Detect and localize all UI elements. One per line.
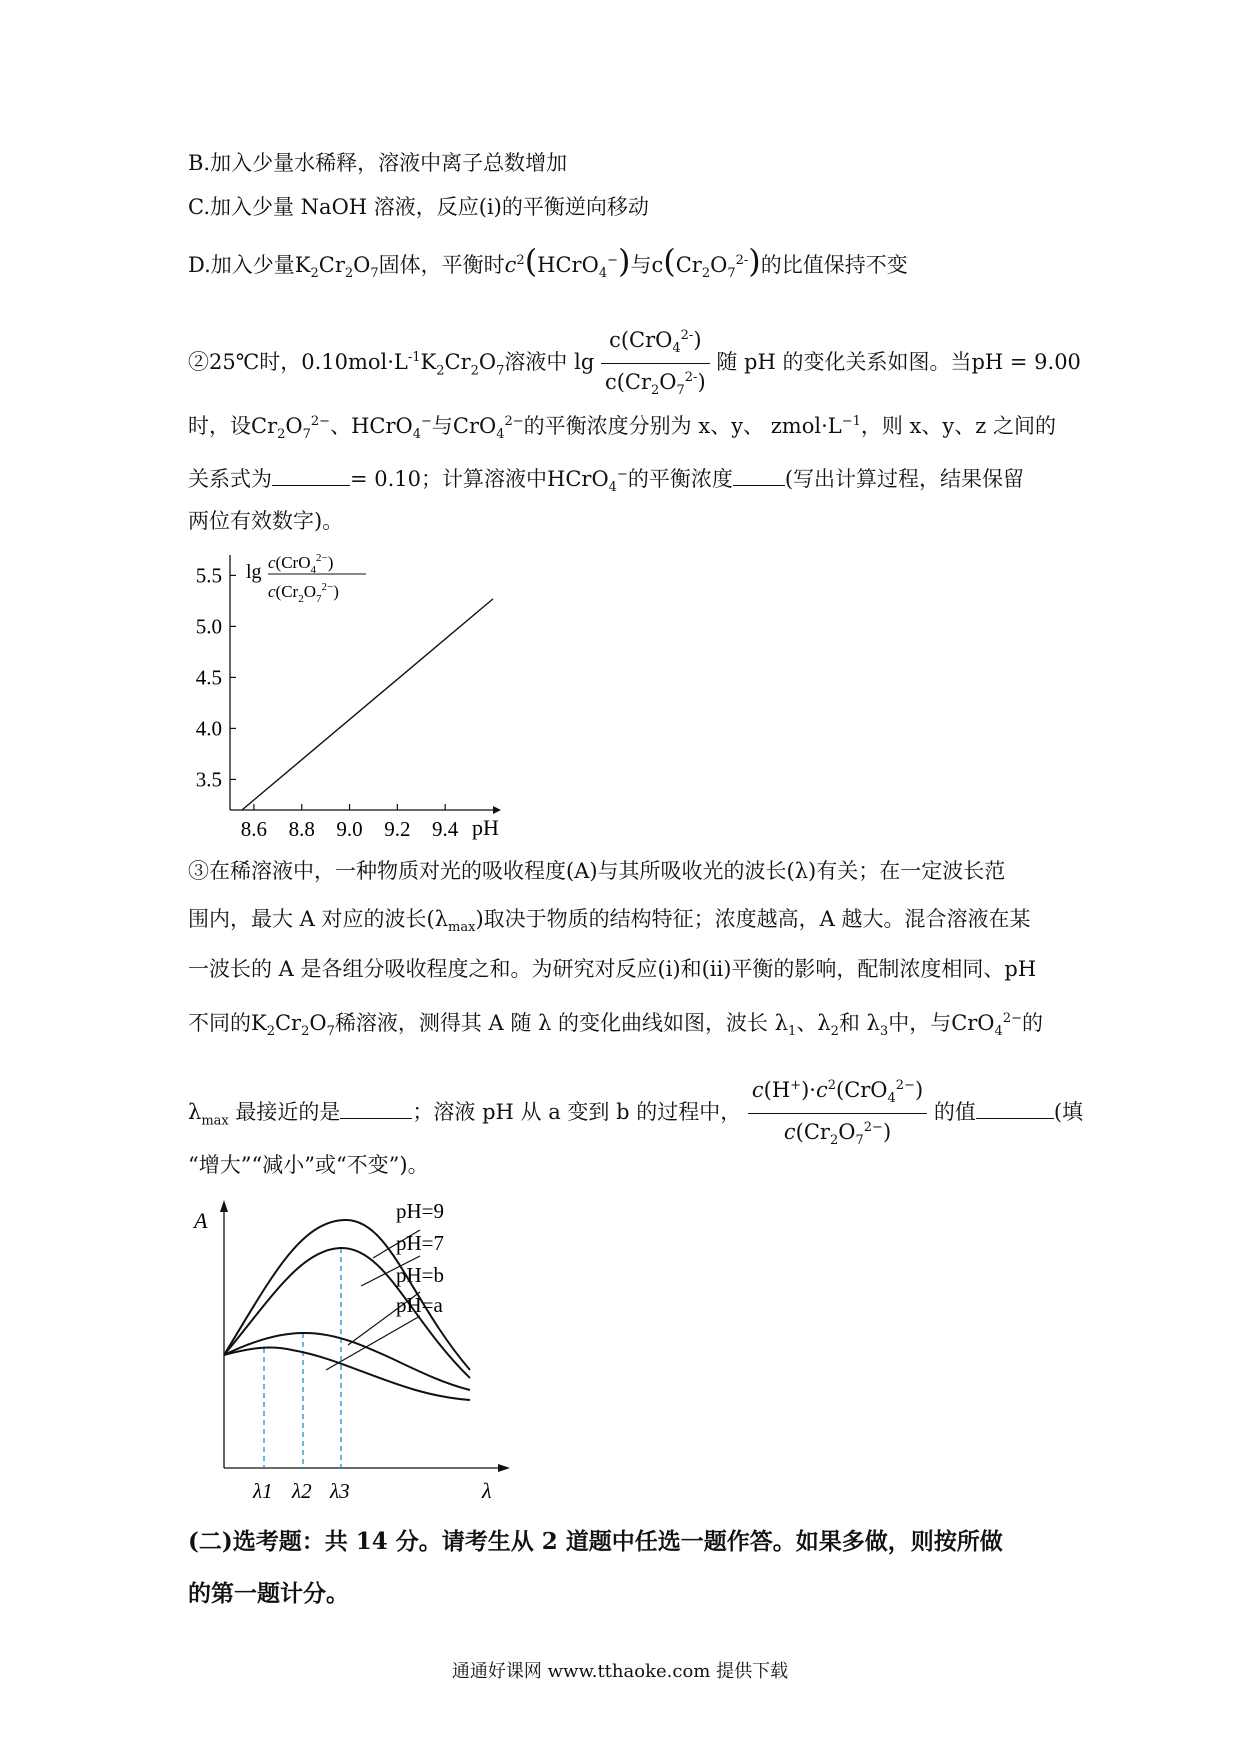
answer-blank-1[interactable] xyxy=(272,484,350,486)
y-axis-label-lg: lg xyxy=(246,561,262,583)
q3-line2: 围内，最大 A 对应的波长$(\lambda_{max})$取决于物质的结构特征；浓度越高，A 越大。混合溶液在某 xyxy=(188,907,1031,936)
x-axis-arrow xyxy=(498,1464,510,1472)
q2-line4: 两位有效数字)。 xyxy=(188,509,344,533)
x-axis-label: λ xyxy=(482,1478,492,1503)
ph-ratio-chart xyxy=(170,540,530,845)
y-axis-arrow xyxy=(220,1200,228,1212)
x-tick-label: 9.0 xyxy=(336,817,363,841)
q2-line2: 时，设$Cr_2O_7^{2-}$、HCrO$_4$−与CrO$_4^{2-}$的平衡浓度分别为 x、y、 $zmol\cdot L^{-1}$，则 x、y、z 之间的 xyxy=(188,414,1056,443)
answer-blank-2[interactable] xyxy=(733,484,785,486)
leader-pha xyxy=(326,1316,420,1370)
x-tick-label: 9.4 xyxy=(432,817,459,841)
x-tick-lambda3: λ3 xyxy=(330,1479,350,1503)
legend-ph9: pH=9 xyxy=(396,1199,445,1223)
x-tick-label: 8.6 xyxy=(240,817,268,841)
q3-line3: 一波长的 A 是各组分吸收程度之和。为研究对反应(i)和(ii)平衡的影响，配制浓度相同、pH xyxy=(188,957,1037,981)
y-tick-label: 4.0 xyxy=(195,716,222,741)
series-line xyxy=(242,599,493,810)
page-footer: 通通好课网 www.tthaoke.com 提供下载 xyxy=(451,1661,789,1682)
x-axis-label: pH xyxy=(472,815,499,840)
y-tick-label: 5.5 xyxy=(195,563,222,588)
option-b: B.加入少量水稀释，溶液中离子总数增加 xyxy=(188,151,568,175)
q3-line1: ③在稀溶液中，一种物质对光的吸收程度(A)与其所吸收光的波长(λ)有关；在一定波长范 xyxy=(188,859,1006,883)
y-axis-label: A xyxy=(194,1208,208,1233)
y-axis-label-numerator: c(CrO$_4^{2-}$) xyxy=(268,552,334,576)
absorbance-chart xyxy=(180,1190,520,1510)
ratio-fraction: $\frac{c(CrO_4^{2-})}{c(Cr_2O_7^{2-})}$ xyxy=(601,322,710,405)
x-axis-arrow xyxy=(493,806,501,814)
legend-phb: pH=b xyxy=(396,1263,445,1287)
option-d: D.加入少量$K_2Cr_2O_7$固体，平衡时$c^2(HCrO_4^-)$与$c(Cr_2O_7^{2-})$的比值保持不变 xyxy=(188,242,908,282)
curve-pha xyxy=(224,1348,470,1400)
section-heading-line1: (二)选考题：共 14 分。请考生从 2 道题中任选一题作答。如果多做，则按所做 xyxy=(188,1528,1003,1555)
answer-blank-3[interactable] xyxy=(340,1117,412,1119)
answer-blank-4[interactable] xyxy=(976,1117,1054,1119)
y-tick-label: 3.5 xyxy=(195,767,222,792)
y-tick-label: 5.0 xyxy=(195,614,222,639)
q3-line6: “增大”“减小”或“不变”)。 xyxy=(188,1153,429,1177)
q3-line5: $\lambda_{max}$ 最接近的是 ；溶液 pH 从 a 变到 b 的过程中， $\frac{c(H^+)\cdot c^2(CrO_4^{2-})}{c(Cr_2O_7^{2-})}$ 的值 (填 xyxy=(188,1072,1083,1155)
option-c: C.加入少量 NaOH 溶液，反应(i)的平衡逆向移动 xyxy=(188,195,649,219)
curve-phb xyxy=(224,1333,470,1390)
kc-fraction: $\frac{c(H^+)\cdot c^2(CrO_4^{2-})}{c(Cr_2O_7^{2-})}$ xyxy=(748,1072,927,1155)
x-tick-label: 8.8 xyxy=(288,817,315,841)
q3-line4: 不同的$K_2Cr_2O_7$稀溶液，测得其 A 随 λ 的变化曲线如图，波长 $\lambda_1$、$\lambda_2$和 $\lambda_3$中，与CrO$_4^{2-}$的 xyxy=(188,1011,1043,1040)
y-tick-label: 4.5 xyxy=(195,665,222,690)
q2-line1: ②25℃时，$0.10mol\cdot L^{-1}K_2Cr_2O_7$溶液中 lg $\frac{c(CrO_4^{2-})}{c(Cr_2O_7^{2-})}$ 随 pH 的变化关系如图。当pH = 9.00 xyxy=(188,322,1081,405)
x-tick-lambda1: λ1 xyxy=(253,1479,273,1503)
x-tick-label: 9.2 xyxy=(384,817,411,841)
legend-pha: pH=a xyxy=(396,1293,443,1317)
legend-ph7: pH=7 xyxy=(396,1231,445,1255)
section-heading-line2: 的第一题计分。 xyxy=(188,1580,349,1607)
x-tick-lambda2: λ2 xyxy=(292,1479,312,1503)
y-axis-label-denominator: $c(Cr_2O_7^{2-})$ xyxy=(268,581,339,605)
q2-line3: 关系式为 = 0.10；计算溶液中HCrO$_4$−的平衡浓度 (写出计算过程，结果保留 xyxy=(188,467,1025,496)
